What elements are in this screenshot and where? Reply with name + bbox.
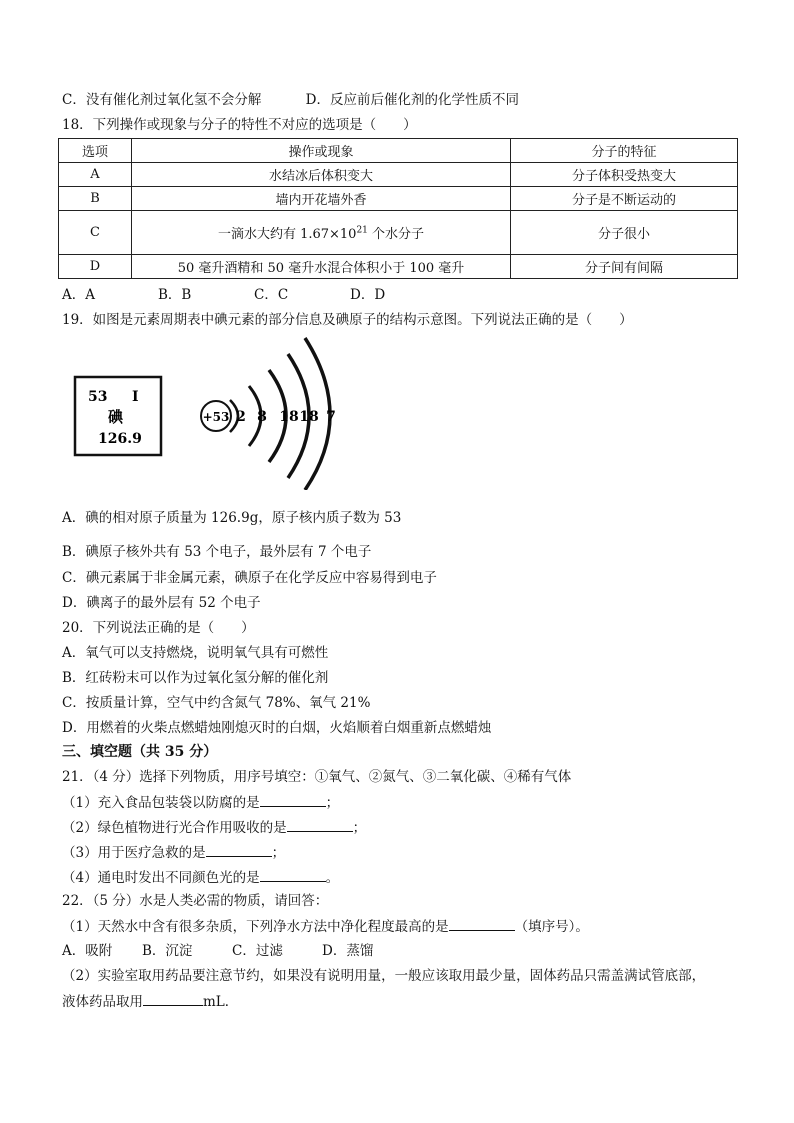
q18-options-row <box>62 286 385 304</box>
q19-option-b: B．碘原子核外共有 53 个电子，最外层有 7 个电子 <box>62 544 372 560</box>
table-header-row <box>59 139 738 163</box>
table-cell-option: D <box>59 255 132 279</box>
q22-option-a: A．吸附 <box>62 943 113 959</box>
item-text: （2）绿色植物进行光合作用吸收的是 <box>62 820 287 836</box>
q17-options-row <box>62 91 519 109</box>
item-text: （1）充入食品包装袋以防腐的是 <box>62 795 260 811</box>
q22-stem: 22．（5 分）水是人类必需的物质，请回答： <box>62 893 329 909</box>
answer-blank[interactable] <box>287 818 353 832</box>
table-row <box>59 255 738 279</box>
table-cell-feature: 分子是不断运动的 <box>511 187 738 211</box>
table-cell-option: A <box>59 163 132 187</box>
q18-option-b: B．B <box>158 287 192 303</box>
element-name: 碘 <box>108 408 124 426</box>
section-title: 三、填空题（共 35 分） <box>62 744 218 760</box>
q21-item-2 <box>62 818 366 837</box>
shell-electron-count: 18 <box>299 409 319 425</box>
table-cell-feature: 分子体积受热变大 <box>511 163 738 187</box>
shell-electron-count: 7 <box>326 409 336 425</box>
q19-option-a: A．碘的相对原子质量为 126.9g，原子核内质子数为 53 <box>62 510 402 526</box>
table-row <box>59 187 738 211</box>
q21-item-3 <box>62 843 285 862</box>
q19-option-d: D．碘离子的最外层有 52 个电子 <box>62 595 261 611</box>
table-cell-feature: 分子很小 <box>511 211 738 255</box>
part1-text: （1）天然水中含有很多杂质，下列净水方法中净化程度最高的是 <box>62 919 449 935</box>
phenomenon-text-pre: 一滴水大约有 1.67×10 <box>217 227 357 242</box>
q22-options-row <box>62 942 373 960</box>
shell-electron-count: 8 <box>257 409 267 425</box>
q22-part2-line2 <box>62 992 238 1011</box>
nuclear-charge: +53 <box>202 410 230 424</box>
q22-option-c: C．过滤 <box>232 943 283 959</box>
exponent: 21 <box>356 225 368 236</box>
table-cell-phenomenon: 墙内开花墙外香 <box>132 187 511 211</box>
item-text: （4）通电时发出不同颜色光的是 <box>62 870 260 886</box>
q21-item-4 <box>62 868 339 887</box>
q20-option-d: D．用燃着的火柴点燃蜡烛刚熄灭时的白烟，火焰顺着白烟重新点燃蜡烛 <box>62 720 492 736</box>
table-cell-phenomenon <box>132 211 511 255</box>
q19-stem: 19．如图是元素周期表中碘元素的部分信息及碘原子的结构示意图。下列说法正确的是（ ） <box>62 312 633 328</box>
item-end: ； <box>325 795 340 811</box>
q17-option-c: C．没有催化剂过氧化氢不会分解 <box>62 92 262 108</box>
phenomenon-text-post: 个水分子 <box>367 227 425 242</box>
answer-blank[interactable] <box>206 843 272 857</box>
q19-option-c: C．碘元素属于非金属元素，碘原子在化学反应中容易得到电子 <box>62 570 437 586</box>
table-cell-option: C <box>59 211 132 255</box>
shell-electron-count: 2 <box>236 409 246 425</box>
q17-option-d: D．反应前后催化剂的化学性质不同 <box>305 92 519 108</box>
table-cell-phenomenon: 50 毫升酒精和 50 毫升水混合体积小于 100 毫升 <box>132 255 511 279</box>
item-text: （3）用于医疗急救的是 <box>62 845 206 861</box>
element-symbol: I <box>132 389 139 405</box>
item-end: 。 <box>325 870 340 886</box>
table-cell-option: B <box>59 187 132 211</box>
shell-electron-count: 18 <box>279 409 299 425</box>
answer-blank[interactable] <box>143 992 203 1006</box>
q20-option-c: C．按质量计算，空气中约含氮气 78%、氧气 21% <box>62 695 371 711</box>
atomic-mass: 126.9 <box>98 431 142 447</box>
answer-blank[interactable] <box>260 868 326 882</box>
table-row <box>59 163 738 187</box>
q21-stem: 21．（4 分）选择下列物质，用序号填空：①氧气、②氮气、③二氧化碳、④稀有气体 <box>62 769 572 785</box>
answer-blank[interactable] <box>260 793 326 807</box>
table-row <box>59 211 738 255</box>
part1-end: （填序号）。 <box>514 919 589 935</box>
q20-option-b: B．红砖粉末可以作为过氧化氢分解的催化剂 <box>62 670 329 686</box>
part2-end: mL． <box>203 994 239 1010</box>
table-header-phenomenon: 操作或现象 <box>132 139 511 163</box>
table-cell-phenomenon: 水结冰后体积变大 <box>132 163 511 187</box>
q20-stem: 20．下列说法正确的是（ ） <box>62 620 255 636</box>
iodine-diagram <box>60 330 360 490</box>
q18-stem: 18．下列操作或现象与分子的特性不对应的选项是（ ） <box>62 117 417 133</box>
atomic-number: 53 <box>88 389 108 405</box>
q22-option-b: B．沉淀 <box>142 943 193 959</box>
q22-part1 <box>62 917 589 936</box>
answer-blank[interactable] <box>449 917 515 931</box>
q18-option-c: C．C <box>254 287 289 303</box>
item-end: ； <box>352 820 367 836</box>
q21-item-1 <box>62 793 339 812</box>
q22-part2-line1: （2）实验室取用药品要注意节约，如果没有说明用量，一般应该取用最少量，固体药品只需盖满试管底部， <box>62 968 706 984</box>
q18-table <box>58 138 738 279</box>
q18-option-a: A．A <box>62 287 95 303</box>
table-header-option: 选项 <box>59 139 132 163</box>
q22-option-d: D．蒸馏 <box>322 943 374 959</box>
table-cell-feature: 分子间有间隔 <box>511 255 738 279</box>
q18-option-d: D．D <box>350 287 386 303</box>
part2-text: 液体药品取用 <box>62 994 143 1010</box>
table-header-feature: 分子的特征 <box>511 139 738 163</box>
q20-option-a: A．氧气可以支持燃烧，说明氧气具有可燃性 <box>62 645 329 661</box>
item-end: ； <box>271 845 286 861</box>
